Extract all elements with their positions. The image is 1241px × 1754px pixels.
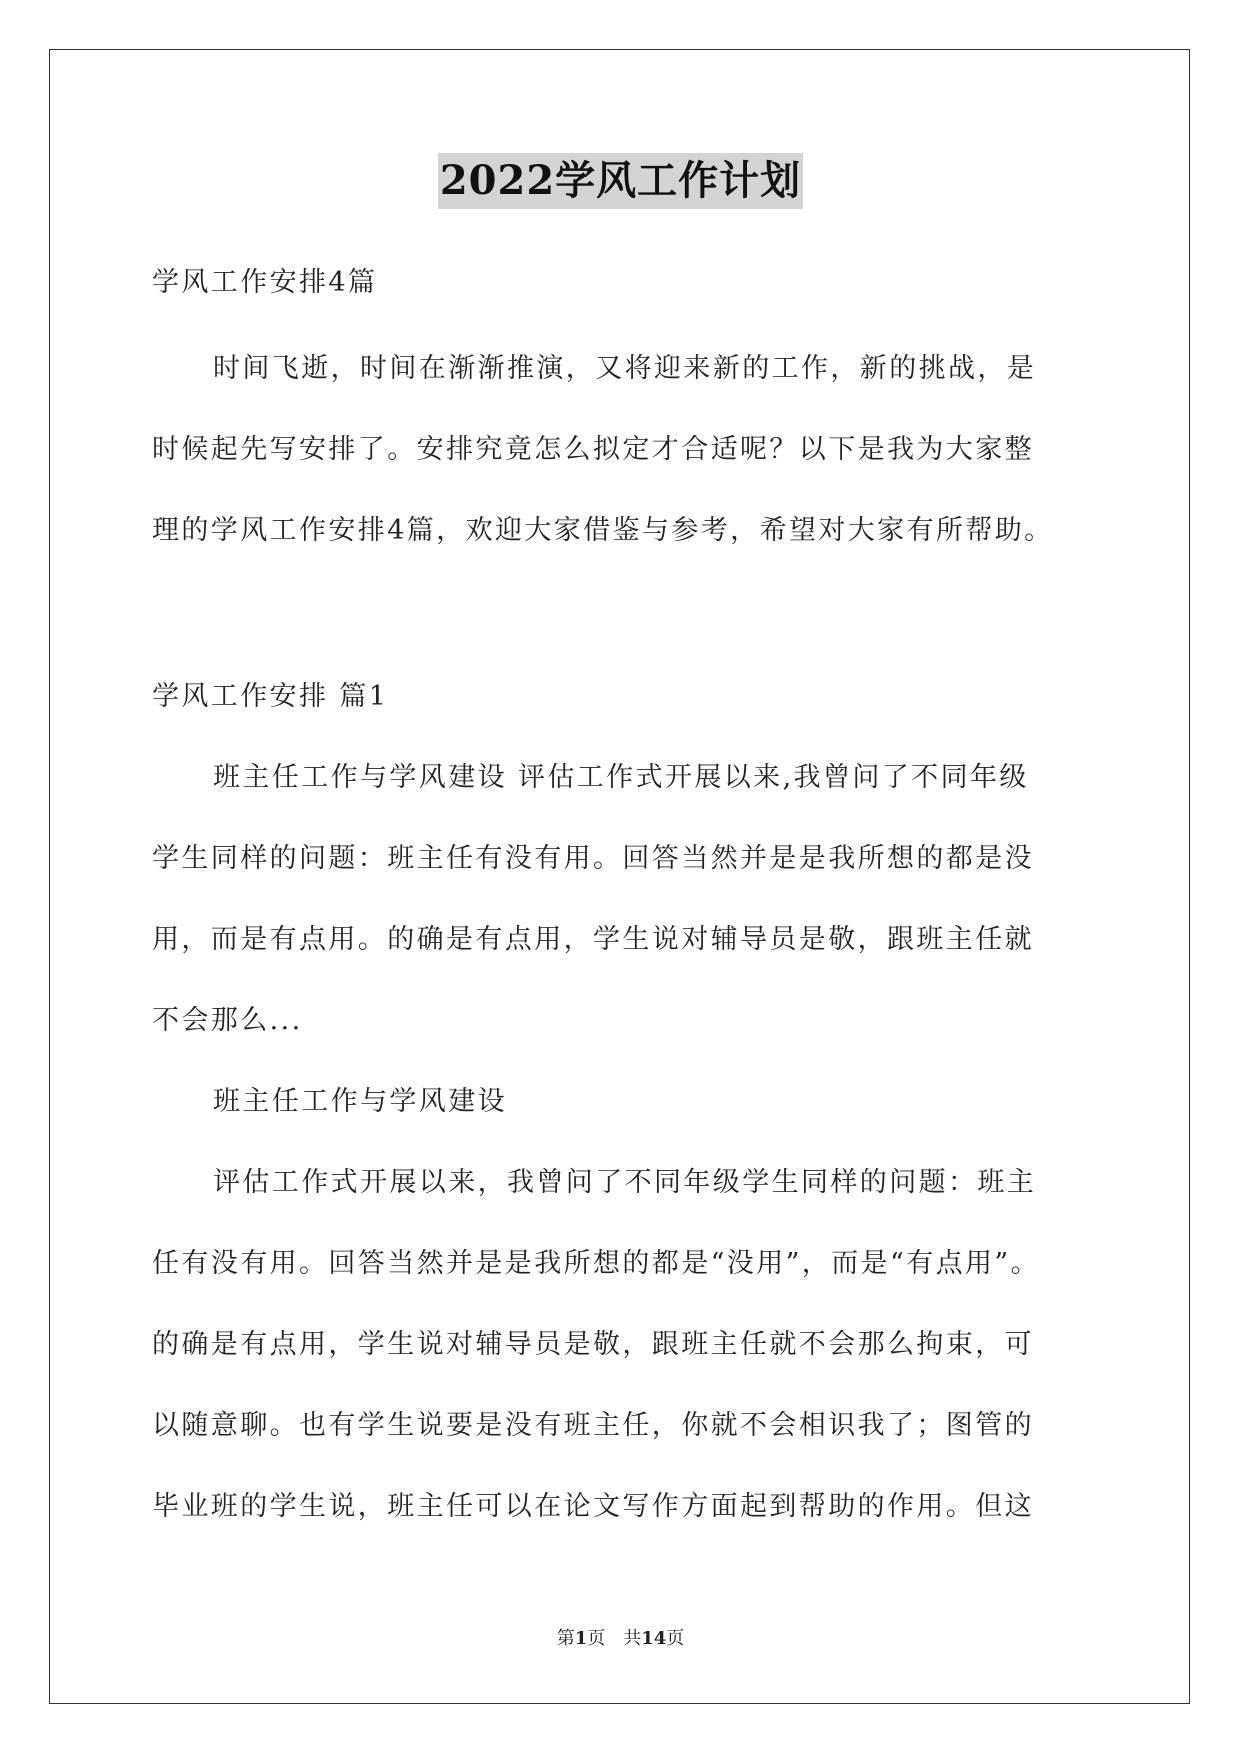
- subtitle-line: 学风工作安排4篇: [152, 267, 378, 298]
- document-title: 2022学风工作计划: [438, 153, 803, 209]
- paragraph-line: 评估工作式开展以来，我曾问了不同年级学生同样的问题：班主: [213, 1167, 1037, 1198]
- paragraph-line: 学生同样的问题：班主任有没有用。回答当然并是是我所想的都是没: [152, 843, 1034, 874]
- footer-current-page: 1: [574, 1628, 588, 1649]
- paragraph-line: 的确是有点用，学生说对辅导员是敬，跟班主任就不会那么拘束，可: [152, 1329, 1034, 1360]
- footer-total-pages: 14: [641, 1628, 667, 1649]
- paragraph-line: 毕业班的学生说，班主任可以在论文写作方面起到帮助的作用。但这: [152, 1491, 1034, 1522]
- paragraph-line: 理的学风工作安排4篇，欢迎大家借鉴与参考，希望对大家有所帮助。: [152, 515, 1054, 546]
- paragraph-line: 用，而是有点用。的确是有点用，学生说对辅导员是敬，跟班主任就: [152, 924, 1034, 955]
- paragraph-line: 班主任工作与学风建设 评估工作式开展以来,我曾问了不同年级: [213, 762, 1029, 793]
- footer-page-prefix: 第: [556, 1628, 575, 1649]
- page-footer: [0, 1626, 1241, 1652]
- title-container: [0, 153, 1241, 209]
- paragraph-line: 以随意聊。也有学生说要是没有班主任，你就不会相识我了；图管的: [152, 1410, 1034, 1441]
- section-heading: 学风工作安排 篇1: [152, 681, 389, 712]
- paragraph-line: 时候起先写安排了。安排究竟怎么拟定才合适呢？以下是我为大家整: [152, 434, 1034, 465]
- footer-page-mid: 页 共: [587, 1628, 642, 1649]
- paragraph-line: 任有没有用。回答当然并是是我所想的都是“没用”，而是“有点用”。: [152, 1248, 1041, 1279]
- paragraph-line: 不会那么...: [152, 1005, 303, 1036]
- subheading-line: 班主任工作与学风建设: [213, 1086, 507, 1117]
- paragraph-line: 时间飞逝，时间在渐渐推演，又将迎来新的工作，新的挑战，是: [213, 353, 1037, 384]
- footer-page-suffix: 页: [666, 1628, 685, 1649]
